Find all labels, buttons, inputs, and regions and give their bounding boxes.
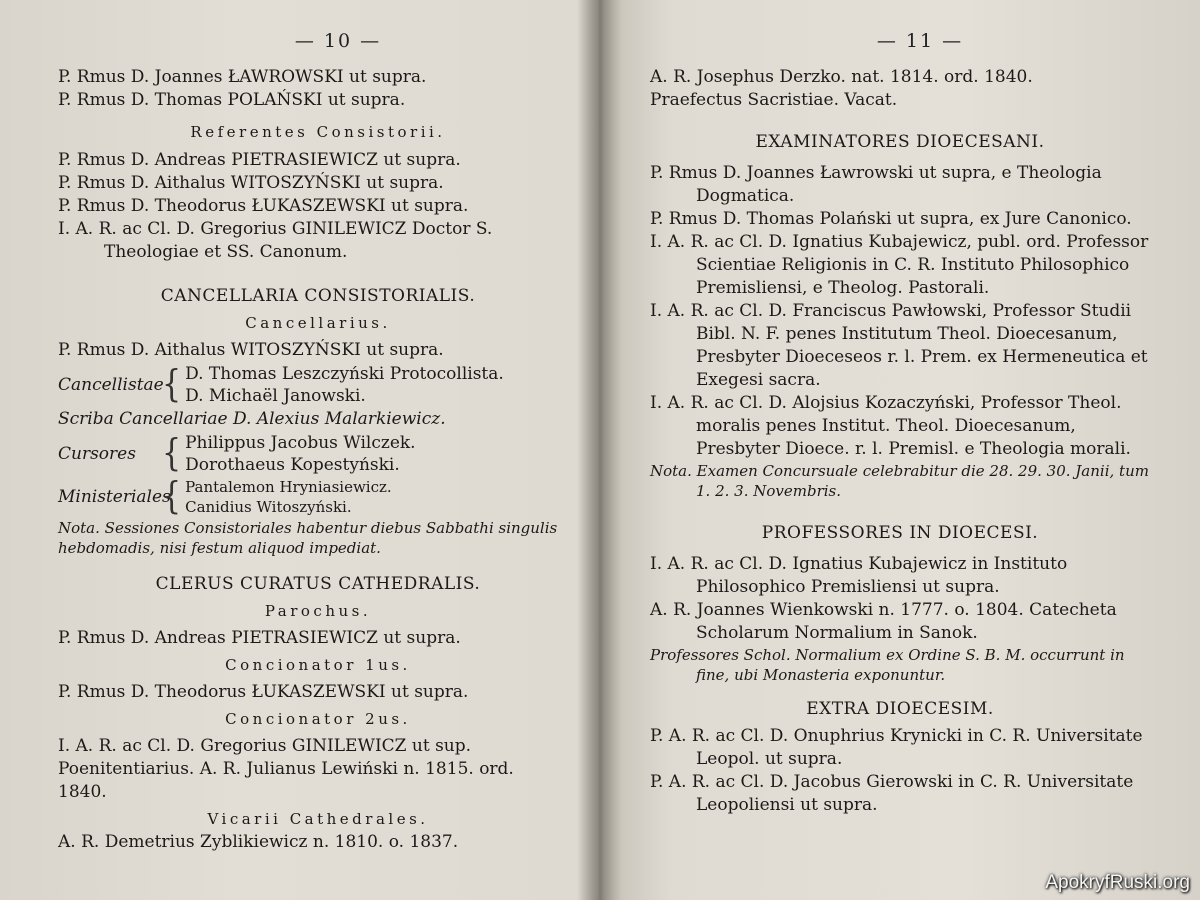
subsection-heading: Vicarii Cathedrales.	[207, 810, 429, 828]
section-heading: CANCELLARIA CONSISTORIALIS.	[160, 286, 476, 306]
subsection-heading: Parochus.	[264, 602, 372, 620]
text-line: I. A. R. ac Cl. D. Gregorius GINILEWICZ Doctor S. Theologiae et SS. Canonum.	[58, 219, 493, 262]
page-number: — 10 —	[294, 30, 382, 52]
text-line: A. R. Demetrius Zyblikiewicz n. 1810. o. 1837.	[58, 832, 459, 852]
section-heading: EXTRA DIOECESIM.	[806, 699, 994, 719]
text-line: P. Rmus D. Joannes ŁAWROWSKI ut supra.	[58, 67, 427, 87]
brace-icon: {	[162, 431, 182, 476]
text-line: I. A. R. ac Cl. D. Gregorius GINILEWICZ ut sup.	[58, 736, 472, 756]
section-heading: PROFESSORES IN DIOECESI.	[761, 523, 1039, 543]
book-gutter	[578, 0, 622, 900]
brace-icon: {	[162, 474, 182, 519]
text-line: P. Rmus D. Thomas Polański ut supra, ex Jure Canonico.	[650, 209, 1132, 229]
cursores-group	[58, 432, 578, 476]
group-item: Canidius Witoszyński.	[185, 498, 352, 516]
brace-icon: {	[162, 362, 182, 407]
subsection-heading: Concionator 1us.	[225, 656, 411, 674]
subsection-heading: Cancellarius.	[245, 314, 391, 332]
text-line: Praefectus Sacristiae. Vacat.	[650, 90, 898, 110]
watermark: ApokryfRuski.org	[1045, 872, 1190, 893]
group-item: D. Michaël Janowski.	[185, 386, 366, 406]
text-line: P. A. R. ac Cl. D. Onuphrius Krynicki in C. R. Universitate Leopol. ut supra.	[650, 726, 1143, 769]
section-heading: EXAMINATORES DIOECESANI.	[755, 132, 1045, 152]
cancellistae-group	[58, 363, 578, 407]
text-line: I. A. R. ac Cl. D. Ignatius Kubajewicz in Instituto Philosophico Premisliensi ut supra.	[650, 554, 1068, 597]
group-item: Philippus Jacobus Wilczek.	[185, 433, 416, 453]
section-heading: CLERUS CURATUS CATHEDRALIS.	[155, 574, 481, 594]
group-label: Cancellistae	[58, 375, 164, 395]
ministeriales-group	[58, 474, 578, 519]
group-label: Cursores	[58, 444, 136, 464]
group-item: Pantalemon Hryniasiewicz.	[185, 478, 392, 496]
section-heading: Referentes Consistorii.	[190, 123, 446, 141]
group-item: D. Thomas Leszczyński Protocollista.	[185, 364, 504, 384]
text-line: Poenitentiarius. A. R. Julianus Lewiński n. 1815. ord. 1840.	[58, 759, 514, 802]
text-line: P. A. R. ac Cl. D. Jacobus Gierowski in C. R. Universitate Leopoliensi ut supra.	[650, 772, 1134, 815]
page-number: — 11 —	[876, 30, 964, 52]
professores-note: Professores Schol. Normalium ex Ordine S. B. M. occurrunt in fine, ubi Monasteria exponuntur.	[650, 646, 1125, 684]
nota: Nota. Sessiones Consistoriales habentur diebus Sabbathi singulis hebdomadis, nisi festum aliquod impediat.	[58, 519, 558, 557]
text-line: P. Rmus D. Andreas PIETRASIEWICZ ut supra.	[58, 628, 461, 648]
text-line: P. Rmus D. Theodorus ŁUKASZEWSKI ut supra.	[58, 682, 469, 702]
text-line: I. A. R. ac Cl. D. Ignatius Kubajewicz, publ. ord. Professor Scientiae Religionis in C. R. Instituto Philosophico Premisliensi, e Theolog. Pastorali.	[650, 232, 1149, 298]
text-line: A. R. Josephus Derzko. nat. 1814. ord. 1840.	[650, 67, 1033, 87]
text-line: A. R. Joannes Wienkowski n. 1777. o. 1804. Catecheta Scholarum Normalium in Sanok.	[650, 600, 1117, 643]
group-item: Dorothaeus Kopestyński.	[185, 455, 400, 475]
text-line: I. A. R. ac Cl. D. Alojsius Kozaczyński, Professor Theol. moralis penes Institut. Theol. Dioecesanum, Presbyter Dioece. r. l. Premisl. e Theologia morali.	[650, 393, 1131, 459]
text-line: P. Rmus D. Thomas POLAŃSKI ut supra.	[58, 90, 406, 110]
text-line: I. A. R. ac Cl. D. Franciscus Pawłowski, Professor Studii Bibl. N. F. penes Institutum Theol. Dioecesanum, Presbyter Dioeceseos r. l. Prem. ex Hermeneutica et Exegesi sacra.	[650, 301, 1148, 390]
nota: Nota. Examen Concursuale celebrabitur die 28. 29. 30. Janii, tum 1. 2. 3. Novembris.	[650, 462, 1149, 500]
text-line: P. Rmus D. Aithalus WITOSZYŃSKI ut supra.	[58, 173, 444, 193]
left-page	[58, 0, 578, 900]
text-line: Scriba Cancellariae D. Alexius Malarkiewicz.	[58, 409, 446, 429]
text-line: P. Rmus D. Joannes Ławrowski ut supra, e Theologia Dogmatica.	[650, 163, 1102, 206]
group-label: Ministeriales	[58, 487, 171, 507]
subsection-heading: Concionator 2us.	[225, 710, 411, 728]
text-line: P. Rmus D. Aithalus WITOSZYŃSKI ut supra.	[58, 340, 444, 360]
text-line: P. Rmus D. Andreas PIETRASIEWICZ ut supra.	[58, 150, 461, 170]
text-line: P. Rmus D. Theodorus ŁUKASZEWSKI ut supra.	[58, 196, 469, 216]
right-page	[650, 0, 1150, 900]
